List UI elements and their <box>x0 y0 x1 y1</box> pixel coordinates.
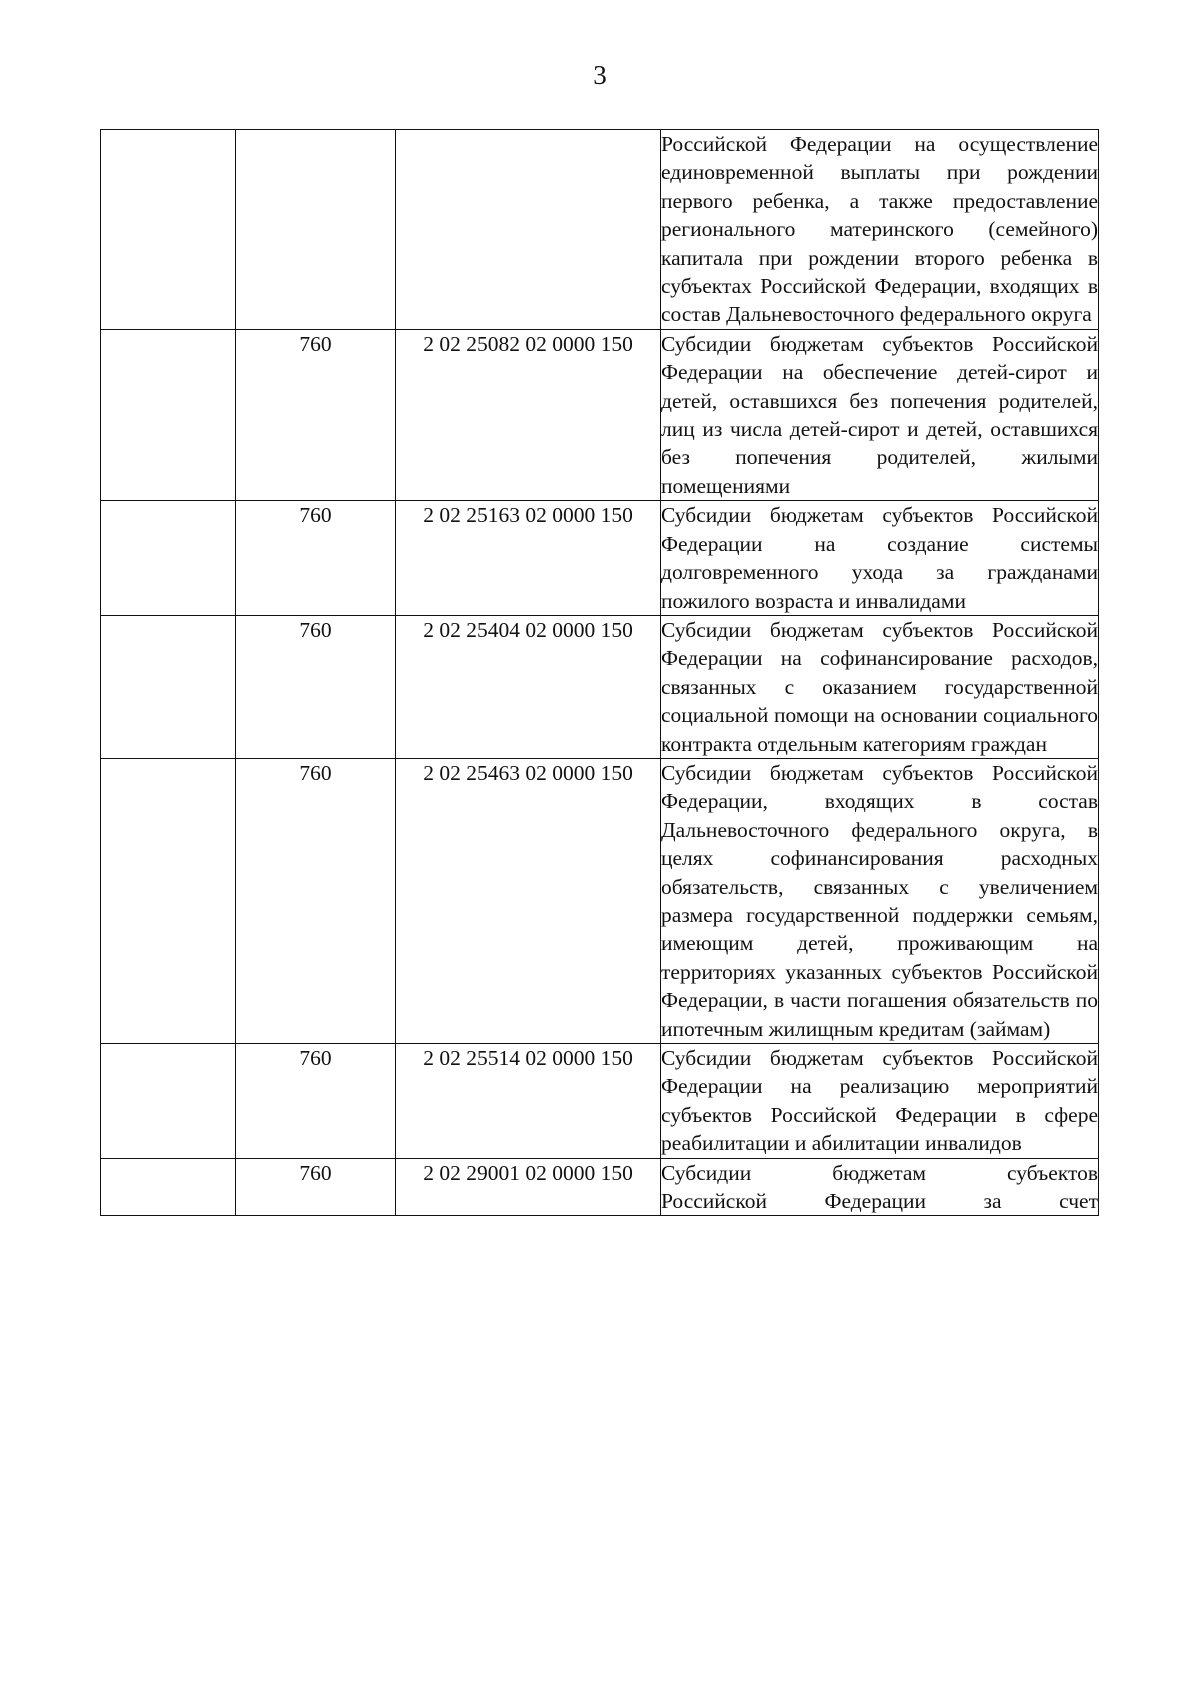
cell-col1 <box>101 329 236 500</box>
cell-admin-code: 760 <box>236 758 396 1043</box>
table-row <box>101 1158 1099 1216</box>
cell-col1 <box>101 1044 236 1159</box>
cell-kbk: 2 02 25404 02 0000 150 <box>396 615 661 758</box>
cell-col1 <box>101 130 236 330</box>
cell-kbk: 2 02 25514 02 0000 150 <box>396 1044 661 1159</box>
cell-admin-code: 760 <box>236 501 396 616</box>
table-row <box>101 615 1099 758</box>
page-number: 3 <box>593 60 607 90</box>
table-row <box>101 501 1099 616</box>
table-row <box>101 758 1099 1043</box>
description-line: Российской Федерации за счет <box>661 1189 1098 1214</box>
cell-admin-code: 760 <box>236 615 396 758</box>
cell-description: Субсидии бюджетам субъектов Российской Федерации на реализацию мероприятий субъектов Российской Федерации в сфере реабилитации и абилитации инвалидов <box>661 1044 1099 1159</box>
description-line: Субсидии бюджетам субъектов <box>661 1160 1098 1185</box>
cell-description: Субсидии бюджетам субъектов Российской Федерации, входящих в состав Дальневосточного федерального округа, в целях софинансирования расходных обязательств, связанных с увеличением размера государственной поддержки семьям, имеющим детей, проживающим на территориях указанных субъектов Российской Федерации, в части погашения обязательств по ипотечным жилищным кредитам (займам) <box>661 758 1099 1043</box>
cell-description: Российской Федерации на осуществление единовременной выплаты при рождении первого ребенка, а также предоставление регионального материнского (семейного) капитала при рождении второго ребенка в субъектах Российской Федерации, входящих в состав Дальневосточного федерального округа <box>661 130 1099 330</box>
cell-kbk: 2 02 25463 02 0000 150 <box>396 758 661 1043</box>
cell-kbk <box>396 130 661 330</box>
cell-kbk: 2 02 25082 02 0000 150 <box>396 329 661 500</box>
cell-kbk: 2 02 25163 02 0000 150 <box>396 501 661 616</box>
cell-col1 <box>101 758 236 1043</box>
cell-admin-code: 760 <box>236 1158 396 1216</box>
cell-kbk: 2 02 29001 02 0000 150 <box>396 1158 661 1216</box>
cell-admin-code <box>236 130 396 330</box>
cell-description <box>661 1158 1099 1216</box>
cell-admin-code: 760 <box>236 1044 396 1159</box>
cell-col1 <box>101 615 236 758</box>
table-row <box>101 329 1099 500</box>
cell-col1 <box>101 501 236 616</box>
budget-table <box>100 129 1099 1216</box>
cell-description: Субсидии бюджетам субъектов Российской Федерации на обеспечение детей-сирот и детей, оставшихся без попечения родителей, лиц из числа детей-сирот и детей, оставшихся без попечения родителей, жилыми помещениями <box>661 329 1099 500</box>
cell-col1 <box>101 1158 236 1216</box>
cell-description: Субсидии бюджетам субъектов Российской Федерации на софинансирование расходов, связанных с оказанием государственной социальной помощи на основании социального контракта отдельным категориям граждан <box>661 615 1099 758</box>
cell-description: Субсидии бюджетам субъектов Российской Федерации на создание системы долговременного ухода за гражданами пожилого возраста и инвалидами <box>661 501 1099 616</box>
table-row <box>101 1044 1099 1159</box>
cell-admin-code: 760 <box>236 329 396 500</box>
table-row <box>101 130 1099 330</box>
